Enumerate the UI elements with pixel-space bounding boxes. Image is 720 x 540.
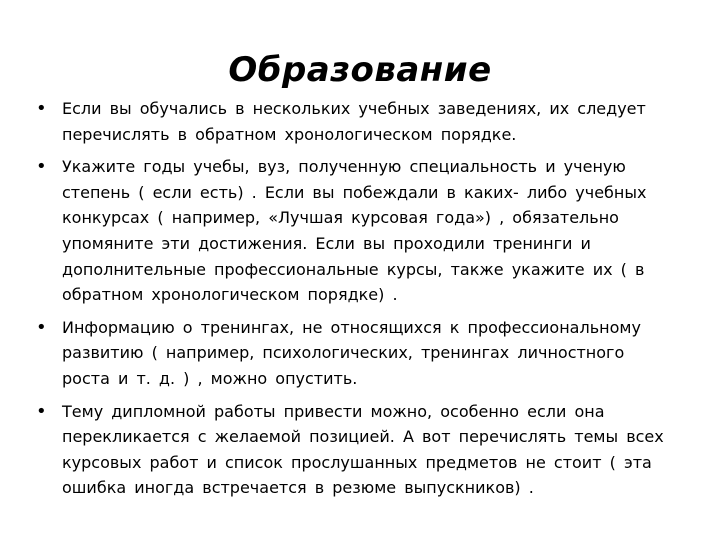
bullet-dot-icon: • bbox=[36, 316, 47, 338]
bullet-item bbox=[36, 399, 676, 501]
bullet-dot-icon: • bbox=[36, 156, 47, 178]
bullet-dot-icon: • bbox=[36, 98, 47, 119]
bullet-item bbox=[36, 96, 676, 147]
bullet-text: Укажите годы учебы, вуз, полученную специальность и ученую степень ( если есть) . Если вы побеждали в каких- либо учебных конкурсах ( например, «Лучшая курсовая года») , обязательно упомяните эти достижения. Если вы проходили тренинги и дополнительные профессиональные курсы, также укажите их ( в обратном хронологическом порядке) . bbox=[62, 157, 647, 305]
bullet-text: Если вы обучались в нескольких учебных заведениях, их следует перечислять в обратном хронологическом порядке. bbox=[62, 99, 646, 144]
bullet-list bbox=[36, 96, 676, 508]
bullet-text: Информацию о тренингах, не относящихся к профессиональному развитию ( например, психологических, тренингах личностного роста и т. д. ) , можно опустить. bbox=[62, 317, 641, 388]
bullet-dot-icon: • bbox=[36, 400, 47, 422]
bullet-item bbox=[36, 154, 676, 308]
bullet-text: Тему дипломной работы привести можно, особенно если она перекликается с желаемой позицией. А вот перечислять темы всех курсовых работ и список прослушанных предметов не стоит ( эта ошибка иногда встречается в резюме выпускников) . bbox=[62, 401, 664, 498]
slide-title: Образование bbox=[228, 50, 492, 90]
bullet-item bbox=[36, 315, 676, 392]
